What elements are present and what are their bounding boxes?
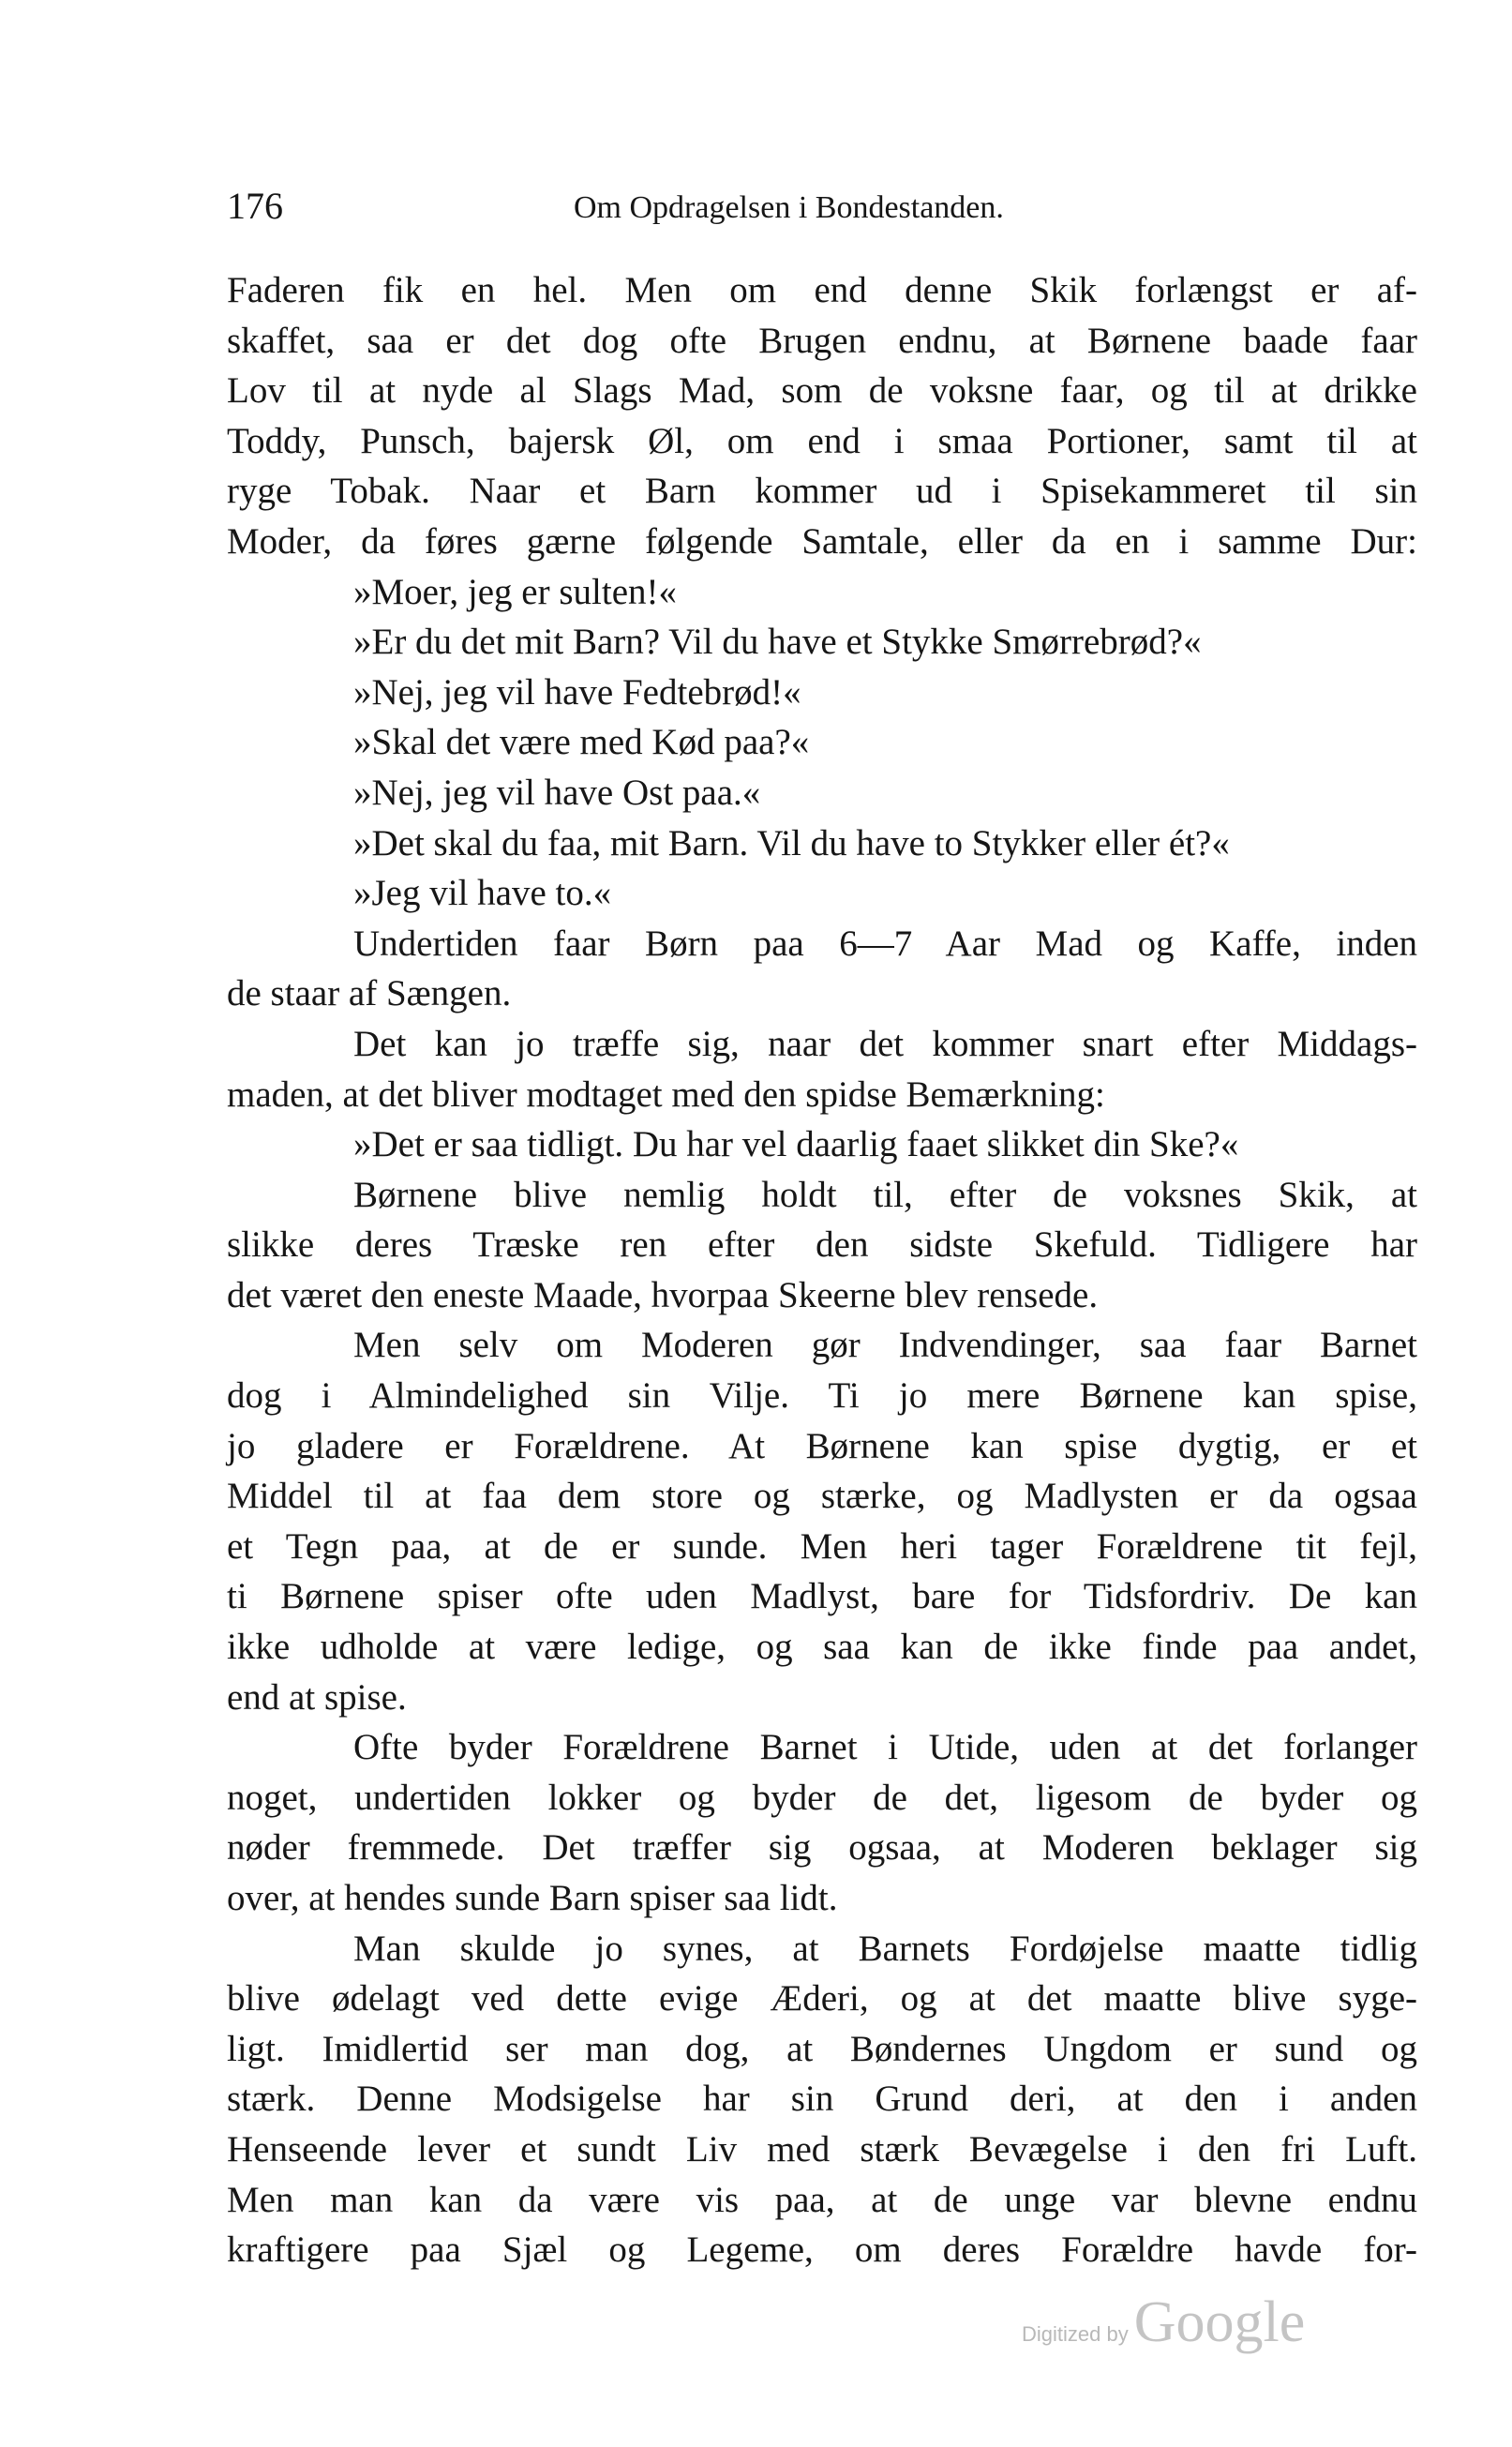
text-line: ikke udholde at være ledige, og saa kan de ikke finde paa andet, [227, 1627, 1417, 1668]
paragraph-start-line: Man skulde jo synes, at Barnets Fordøjelse maatte tidlig [353, 1928, 1417, 1969]
body-text [227, 265, 1417, 2275]
digitized-by-label: Digitized by [1022, 2322, 1129, 2346]
text-line: Faderen fik en hel. Men om end denne Skik forlængst er af- [227, 270, 1417, 310]
text-line: det været den eneste Maade, hvorpaa Skeerne blev rensede. [227, 1274, 1099, 1315]
text-line: end at spise. [227, 1676, 407, 1718]
text-line: skaffet, saa er det dog ofte Brugen endnu, at Børnene baade faar [227, 320, 1417, 361]
text-line: slikke deres Træske ren efter den sidste Skefuld. Tidligere har [227, 1224, 1417, 1266]
text-line: dog i Almindelighed sin Vilje. Ti jo mere Børnene kan spise, [227, 1375, 1417, 1417]
dialogue-line: »Skal det være med Kød paa?« [353, 722, 810, 763]
dialogue-line: »Det skal du faa, mit Barn. Vil du have to Stykker eller ét?« [353, 822, 1230, 863]
text-line: over, at hendes sunde Barn spiser saa lidt. [227, 1878, 838, 1918]
text-line: Middel til at faa dem store og stærke, og Madlysten er da ogsaa [227, 1476, 1417, 1517]
digitized-watermark [1022, 2289, 1305, 2374]
text-line: noget, undertiden lokker og byder de det, ligesom de byder og [227, 1777, 1417, 1818]
text-line: ryge Tobak. Naar et Barn kommer ud i Spisekammeret til sin [227, 471, 1417, 512]
text-line: ti Børnene spiser ofte uden Madlyst, bare for Tidsfordriv. De kan [227, 1576, 1417, 1617]
text-line: Lov til at nyde al Slags Mad, som de voksne faar, og til at drikke [227, 370, 1417, 412]
text-line: nøder fremmede. Det træffer sig ogsaa, at Moderen beklager sig [227, 1827, 1417, 1869]
paragraph-start-line: Ofte byder Forældrene Barnet i Utide, uden at det forlanger [353, 1727, 1417, 1768]
text-line: de staar af Sængen. [227, 973, 512, 1014]
dialogue-line: »Det er saa tidligt. Du har vel daarlig faaet slikket din Ske?« [353, 1124, 1239, 1165]
text-line: et Tegn paa, at de er sunde. Men heri tager Forældrene tit fejl, [227, 1525, 1417, 1567]
page-header [227, 178, 1417, 234]
running-title: Om Opdragelsen i Bondestanden. [574, 190, 1004, 225]
paragraph-start-line: Men selv om Moderen gør Indvendinger, saa faar Barnet [353, 1325, 1417, 1366]
text-line: stærk. Denne Modsigelse har sin Grund deri, at den i anden [227, 2079, 1417, 2120]
text-line: Moder, da føres gærne følgende Samtale, eller da en i samme Dur: [227, 520, 1417, 562]
paragraph-start-line: Undertiden faar Børn paa 6—7 Aar Mad og Kaffe, inden [353, 923, 1417, 964]
text-line: Henseende lever et sundt Liv med stærk Bevægelse i den fri Luft. [227, 2128, 1417, 2169]
text-line: jo gladere er Forældrene. At Børnene kan spise dygtig, er et [227, 1425, 1417, 1466]
dialogue-line: »Nej, jeg vil have Ost paa.« [353, 772, 761, 813]
page-number: 176 [227, 185, 283, 227]
dialogue-line: »Er du det mit Barn? Vil du have et Stykke Smørrebrød?« [353, 622, 1202, 663]
paragraph-start-line: Børnene blive nemlig holdt til, efter de voksnes Skik, at [353, 1174, 1417, 1215]
text-line: Men man kan da være vis paa, at de unge var blevne endnu [227, 2179, 1417, 2220]
text-line: Toddy, Punsch, bajersk Øl, om end i smaa Portioner, samt til at [227, 420, 1417, 461]
dialogue-line: »Nej, jeg vil have Fedtebrød!« [353, 671, 801, 713]
paragraph-start-line: Det kan jo træffe sig, naar det kommer snart efter Middags- [353, 1023, 1417, 1064]
google-logo: Google [1133, 2290, 1306, 2354]
dialogue-line: »Moer, jeg er sulten!« [353, 571, 678, 612]
text-line: kraftigere paa Sjæl og Legeme, om deres Forældre havde for- [227, 2229, 1417, 2271]
text-line: blive ødelagt ved dette evige Æderi, og at det maatte blive syge- [227, 1978, 1417, 2019]
dialogue-line: »Jeg vil have to.« [353, 873, 612, 914]
text-line: ligt. Imidlertid ser man dog, at Bøndernes Ungdom er sund og [227, 2028, 1417, 2069]
text-line: maden, at det bliver modtaget med den spidse Bemærkning: [227, 1073, 1105, 1115]
